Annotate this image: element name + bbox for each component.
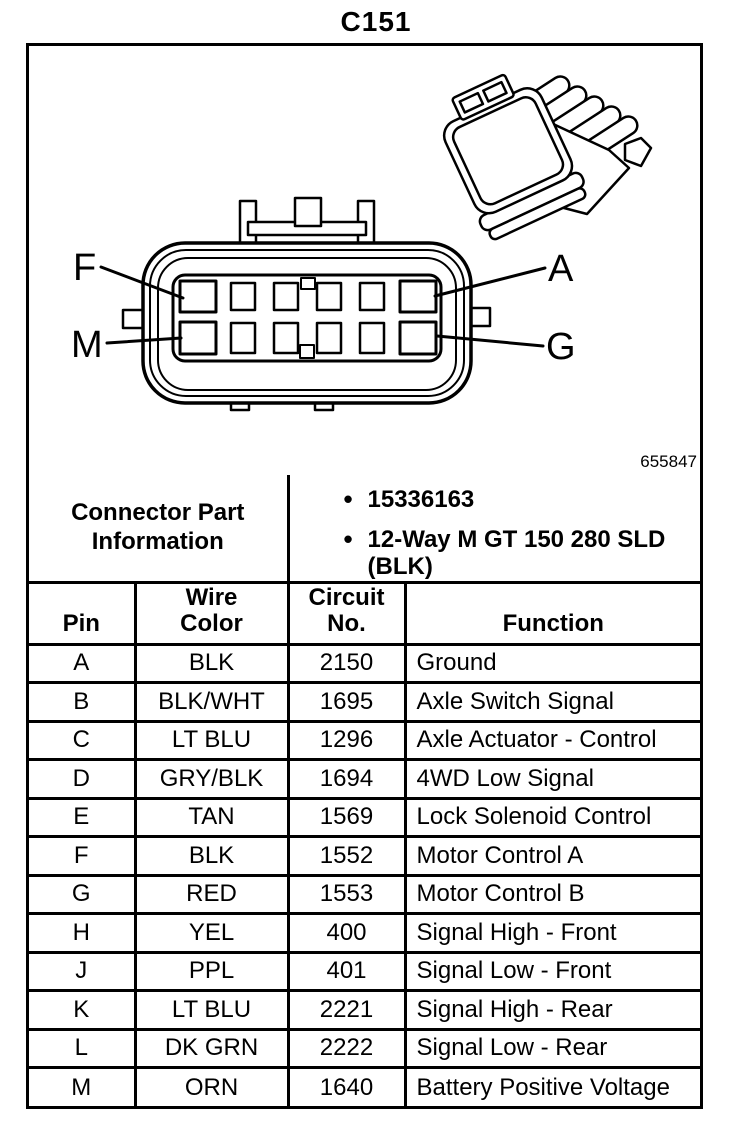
pin-table-row xyxy=(29,914,700,953)
part-description-item: • 12-Way M GT 150 280 SLD (BLK) xyxy=(368,527,680,581)
function-cell: Motor Control A xyxy=(405,837,700,876)
pin-cavity xyxy=(360,283,384,310)
pin-cell: H xyxy=(29,914,135,953)
function-cell: Axle Actuator - Control xyxy=(405,721,700,760)
pin-cavity-m xyxy=(180,322,216,354)
function-cell: Lock Solenoid Control xyxy=(405,798,700,837)
pin-cell: L xyxy=(29,1029,135,1068)
pin-cell: M xyxy=(29,1068,135,1107)
pin-cavity xyxy=(231,323,255,353)
pin-cell: F xyxy=(29,837,135,876)
part-info-list xyxy=(290,487,701,581)
part-info-values-cell xyxy=(288,475,700,582)
connector-figure xyxy=(29,46,700,475)
figure-number: 655847 xyxy=(640,452,697,471)
pin-cavity xyxy=(317,283,341,310)
pin-cavity xyxy=(231,283,255,310)
connector-face-view xyxy=(123,198,490,410)
page-title: C151 xyxy=(340,6,412,37)
wire-color-cell: LT BLU xyxy=(135,721,288,760)
circuit-no-cell: 2150 xyxy=(288,644,405,683)
wire-color-cell: YEL xyxy=(135,914,288,953)
circuit-no-cell: 1695 xyxy=(288,683,405,722)
circuit-no-cell: 1553 xyxy=(288,875,405,914)
table-header-row xyxy=(29,582,700,644)
wire-color-cell: LT BLU xyxy=(135,991,288,1030)
connector-drawing xyxy=(29,46,700,475)
wire-color-cell: BLK xyxy=(135,837,288,876)
pin-table-body xyxy=(29,644,700,1106)
function-cell: Signal High - Rear xyxy=(405,991,700,1030)
function-cell: 4WD Low Signal xyxy=(405,760,700,799)
circuit-no-cell: 2221 xyxy=(288,991,405,1030)
pin-table-row xyxy=(29,644,700,683)
pin-cavity xyxy=(274,323,298,353)
wire-color-cell: BLK/WHT xyxy=(135,683,288,722)
function-cell: Battery Positive Voltage xyxy=(405,1068,700,1107)
function-cell: Signal High - Front xyxy=(405,914,700,953)
latch-center-tab xyxy=(295,198,321,226)
pin-cell: K xyxy=(29,991,135,1030)
pin-cavity xyxy=(274,283,298,310)
pin-cell: J xyxy=(29,952,135,991)
wire-color-cell: BLK xyxy=(135,644,288,683)
pin-table-row xyxy=(29,1068,700,1107)
circuit-no-cell: 2222 xyxy=(288,1029,405,1068)
connector-3d-tip xyxy=(625,138,651,166)
pin-table-row xyxy=(29,952,700,991)
pin-table-row xyxy=(29,683,700,722)
pin-table-row xyxy=(29,798,700,837)
pin-table-row xyxy=(29,875,700,914)
part-info-label-cell xyxy=(29,475,288,582)
pin-cavity-g xyxy=(400,322,436,354)
pin-cell: C xyxy=(29,721,135,760)
part-info-row xyxy=(29,475,700,582)
wire-color-cell: DK GRN xyxy=(135,1029,288,1068)
wire-color-cell: ORN xyxy=(135,1068,288,1107)
function-cell: Axle Switch Signal xyxy=(405,683,700,722)
pin-label-g: G xyxy=(546,326,576,368)
pin-cavity xyxy=(317,323,341,353)
wire-color-cell: RED xyxy=(135,875,288,914)
pin-table-row xyxy=(29,991,700,1030)
circuit-no-cell: 401 xyxy=(288,952,405,991)
part-info-label: Connector Part Information xyxy=(71,499,245,555)
function-cell: Motor Control B xyxy=(405,875,700,914)
wire-color-cell: PPL xyxy=(135,952,288,991)
wire-color-cell: GRY/BLK xyxy=(135,760,288,799)
pin-cell: D xyxy=(29,760,135,799)
wire-color-cell: TAN xyxy=(135,798,288,837)
pin-label-a: A xyxy=(548,248,574,290)
circuit-no-cell: 1296 xyxy=(288,721,405,760)
pin-cavity-a xyxy=(400,281,436,312)
function-cell: Signal Low - Front xyxy=(405,952,700,991)
key-notch-top xyxy=(301,278,315,289)
function-column-header: Function xyxy=(405,582,700,644)
circuit-no-cell: 1552 xyxy=(288,837,405,876)
connector-info-box xyxy=(26,43,703,1109)
pin-cell: A xyxy=(29,644,135,683)
key-notch-bottom xyxy=(300,345,314,358)
pin-table-row xyxy=(29,721,700,760)
function-cell: Ground xyxy=(405,644,700,683)
part-number-item: • 15336163 xyxy=(368,487,680,514)
pin-table-row xyxy=(29,760,700,799)
pin-label-m: M xyxy=(71,324,103,366)
pin-cell: G xyxy=(29,875,135,914)
circuit-no-cell: 1694 xyxy=(288,760,405,799)
pin-cell: B xyxy=(29,683,135,722)
circuit-no-cell: 400 xyxy=(288,914,405,953)
pin-column-header: Pin xyxy=(29,582,135,644)
pin-table-row xyxy=(29,837,700,876)
pin-cell: E xyxy=(29,798,135,837)
pin-label-f: F xyxy=(73,247,97,289)
pin-cavity xyxy=(360,323,384,353)
connector-3d-view xyxy=(427,63,651,243)
circuit-no-column-header: Circuit No. xyxy=(288,582,405,644)
wire-color-column-header: Wire Color xyxy=(135,582,288,644)
pin-table-row xyxy=(29,1029,700,1068)
circuit-no-cell: 1569 xyxy=(288,798,405,837)
connector-pin-table xyxy=(29,475,700,1106)
function-cell: Signal Low - Rear xyxy=(405,1029,700,1068)
pin-cavity-f xyxy=(180,281,216,312)
circuit-no-cell: 1640 xyxy=(288,1068,405,1107)
